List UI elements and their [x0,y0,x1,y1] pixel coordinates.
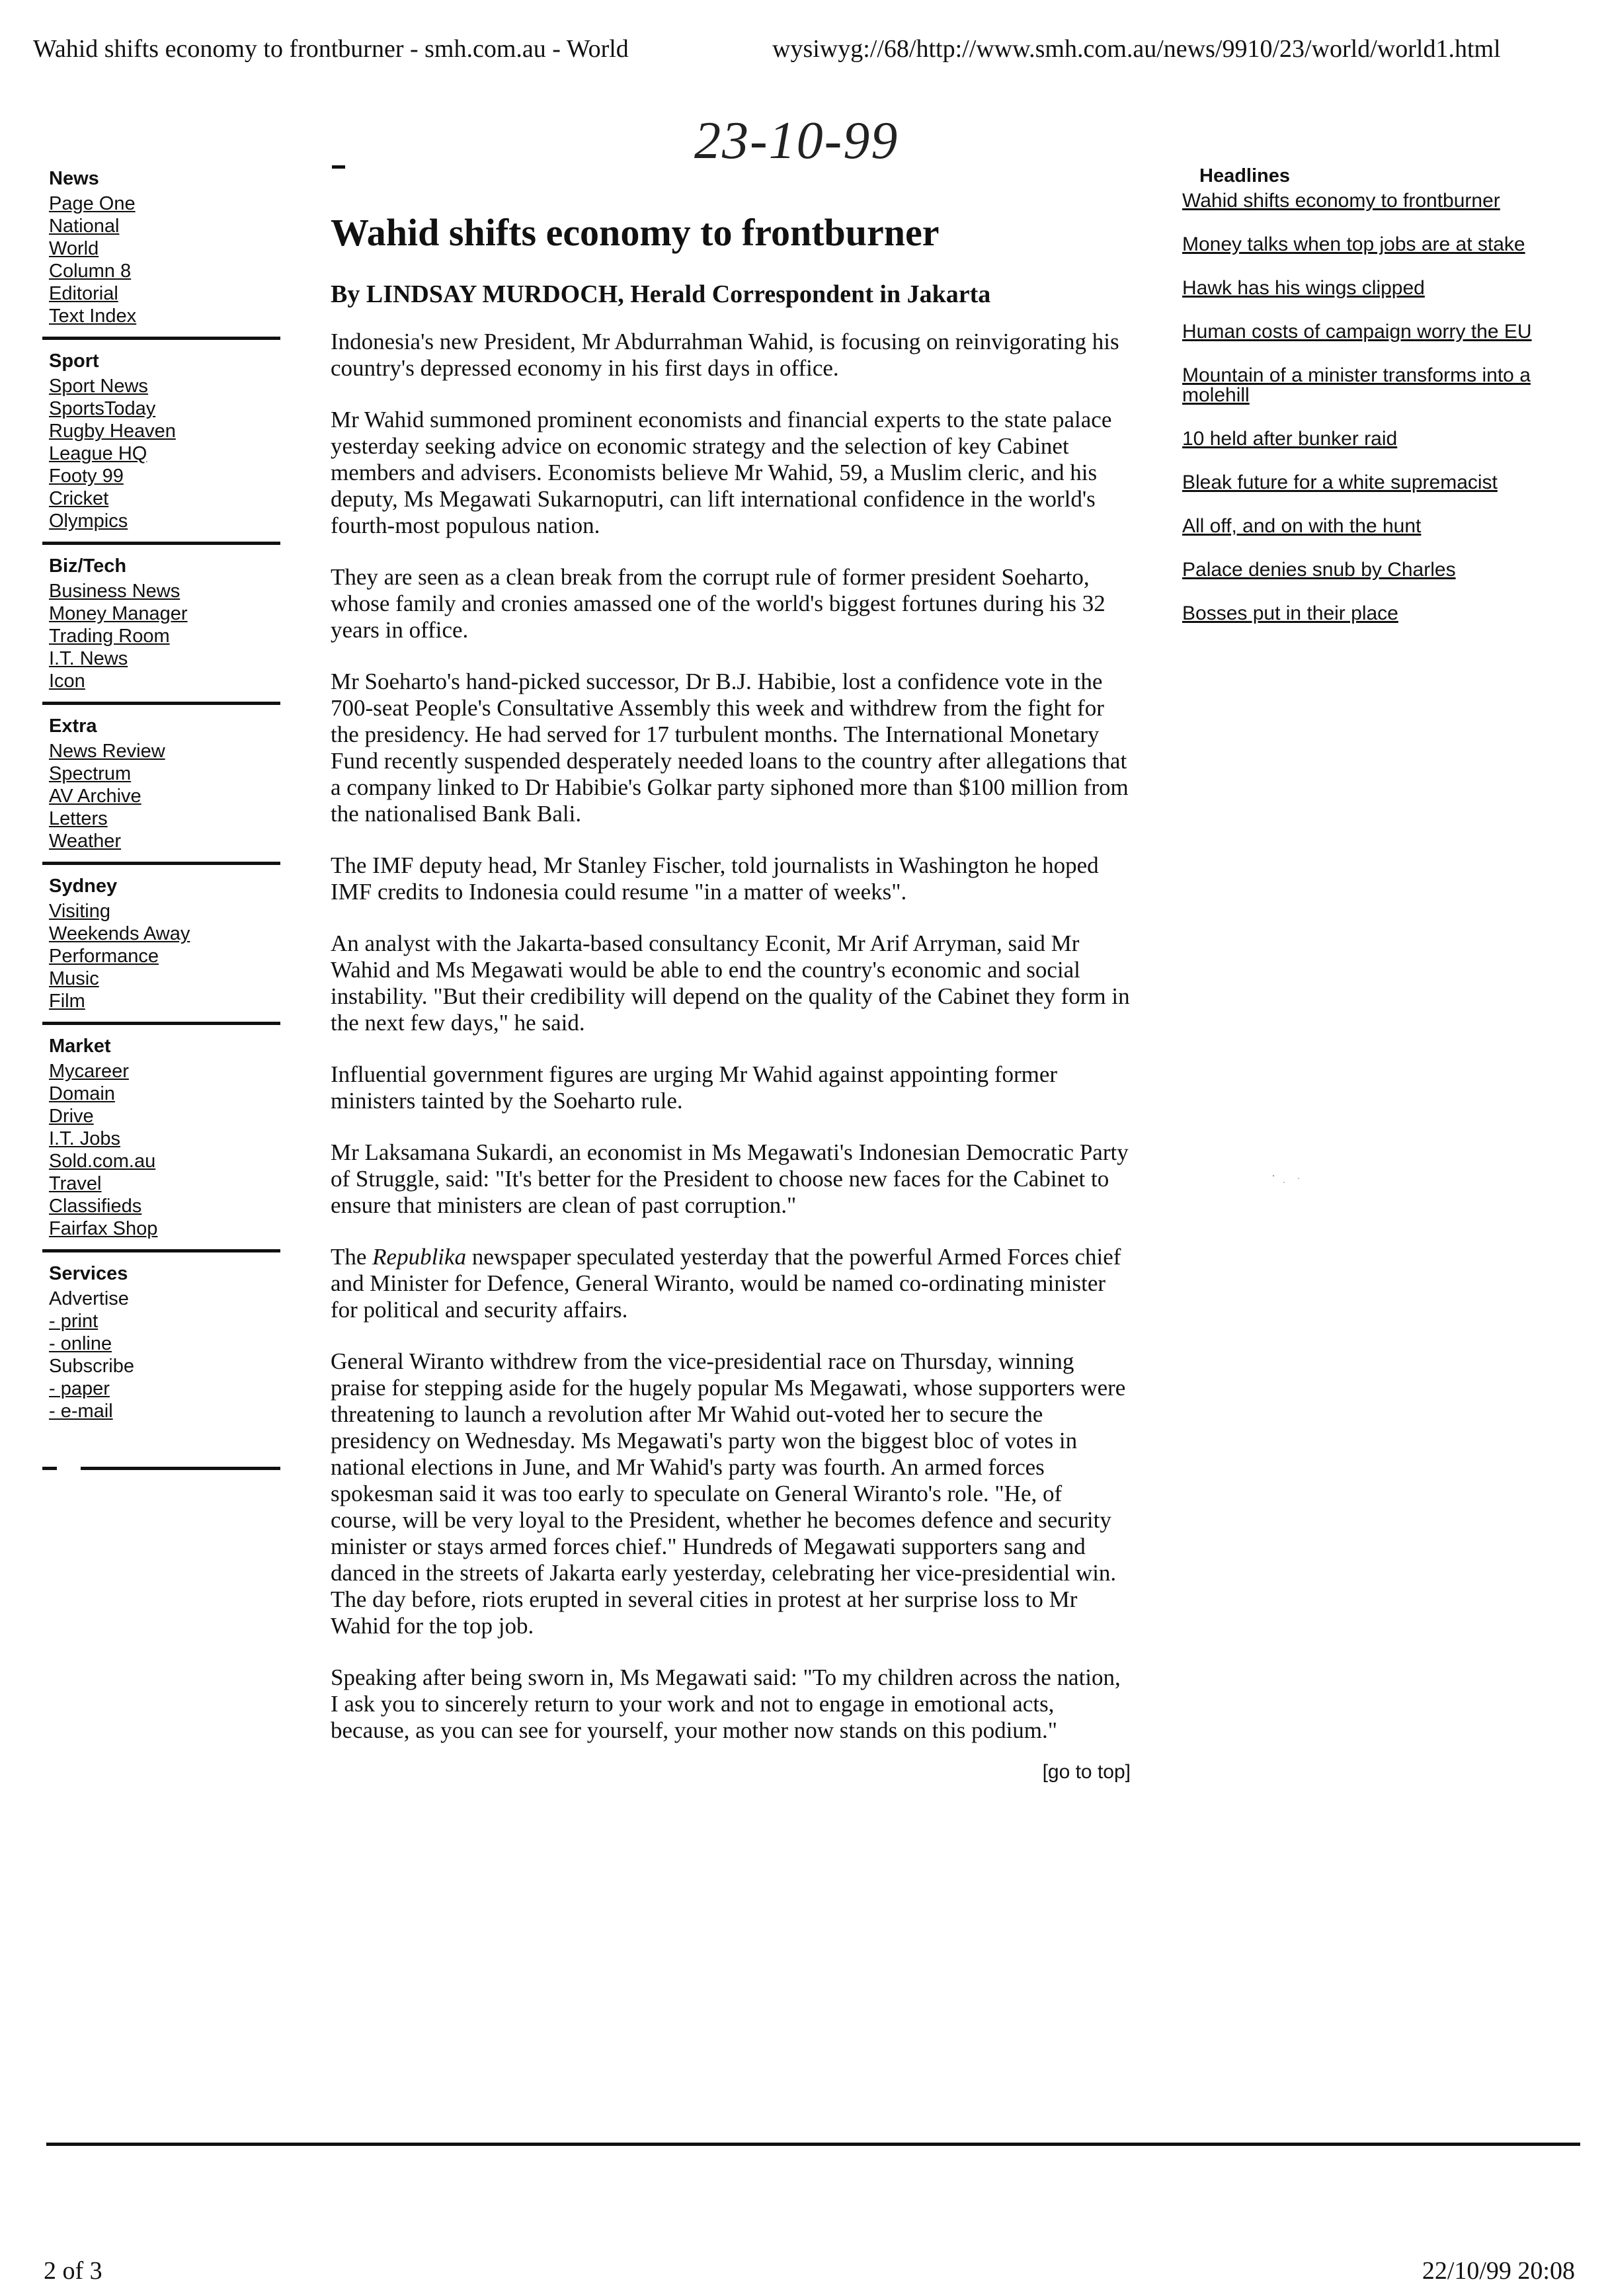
article-paragraph: An analyst with the Jakarta-based consultancy Econit, Mr Arif Arryman, said Mr Wahid and Ms Megawati would be able to end the country's economic and social instability. "But their credibility will depend on the quality of the Cabinet they form in the next few days," he said. [331,930,1130,1036]
scan-speck [1283,1182,1285,1183]
republika-title: Republika [372,1244,467,1270]
nav-link-fairfax-shop[interactable]: Fairfax Shop [49,1218,158,1239]
republika-pre: The [331,1244,373,1270]
scan-specks [1269,1170,1309,1190]
nav-link-weekends-away[interactable]: Weekends Away [49,923,190,944]
go-to-top-link[interactable]: [go to top] [1042,1761,1131,1783]
nav-link-national[interactable]: National [49,216,120,237]
nav-link-domain[interactable]: Domain [49,1083,115,1104]
article-title: Wahid shifts economy to frontburner [331,211,940,254]
article-paragraph-republika [331,1244,1131,1323]
headline-link[interactable]: All off, and on with the hunt [1182,515,1422,537]
nav-section-news [42,168,280,340]
article-paragraph: The IMF deputy head, Mr Stanley Fischer, told journalists in Washington he hoped IMF credits to Indonesia could resume "in a matter of weeks". [331,852,1099,905]
nav-heading: Extra [49,716,97,737]
article-paragraph: They are seen as a clean break from the corrupt rule of former president Soeharto, whose family and cronies amassed one of the world's biggest fortunes during his 32 years in office. [331,564,1106,643]
nav-link-footy-99[interactable]: Footy 99 [49,466,124,487]
handwritten-date: 23-10-99 [694,112,899,170]
headlines-heading: Headlines [1199,165,1290,186]
nav-link-cricket[interactable]: Cricket [49,488,109,509]
headline-link[interactable]: Bleak future for a white supremacist [1182,472,1498,493]
sidebar-nav [42,164,280,1422]
article-paragraph: Mr Wahid summoned prominent economists and financial experts to the state palace yesterday seeking advice on economic strategy and the selection of key Cabinet members and advisers. Economists believe Mr Wahid, 59, a Muslim cleric, and his deputy, Ms Megawati Sukarnoputri, can lift international confidence in the world's fourth-most populous nation. [331,407,1112,538]
nav-label-advertise: Advertise [49,1288,129,1309]
article-paragraph: Mr Soeharto's hand-picked successor, Dr B.J. Habibie, lost a confidence vote in the 700-seat People's Consultative Assembly this week and withdrew from the fight for the presidency. He had served for 17 turbulent months. The International Monetary Fund recently suspended desperately needed loans to the country after allegations that a company linked to Dr Habibie's Golkar party siphoned more than $100 million from the nationalised Bank Bali. [331,669,1129,827]
headline-link[interactable]: Mountain of a minister transforms into a molehill [1182,364,1531,406]
print-footer-datetime: 22/10/99 20:08 [1422,2257,1575,2285]
headline-link[interactable]: Wahid shifts economy to frontburner [1182,190,1500,212]
nav-link-weather[interactable]: Weather [49,831,122,852]
headlines-panel [1182,165,1592,647]
nav-section-biztech [42,555,280,705]
nav-section-sydney [42,876,280,1025]
nav-link-email[interactable]: - e-mail [49,1401,113,1422]
nav-link-print[interactable]: - print [49,1311,99,1332]
nav-link-it-jobs[interactable]: I.T. Jobs [49,1128,120,1149]
nav-section-services [42,1263,280,1422]
nav-link-league-hq[interactable]: League HQ [49,443,147,464]
nav-heading: Sport [49,350,99,372]
nav-link-rugby-heaven[interactable]: Rugby Heaven [49,421,176,442]
print-header-title: Wahid shifts economy to frontburner - smh.com.au - World [33,35,629,63]
nav-section-extra [42,716,280,865]
article-paragraph: General Wiranto withdrew from the vice-presidential race on Thursday, winning praise for stepping aside for the hugely popular Ms Megawati, whose supporters were threatening to launch a revolution after Mr Wahid out-voted her to secure the presidency on Wednesday. Ms Megawati's party won the biggest bloc of votes in national elections in June, and Mr Wahid's party was fourth. An armed forces spokesman said it was too early to speculate on General Wiranto's role. "He, of course, will be very loyal to the President, whether he becomes defence and security minister or stays armed forces chief." Hundreds of Megawati supporters sang and danced in the streets of Jakarta early yesterday, celebrating her vice-presidential win. The day before, riots erupted in several cities in protest at her surprise loss to Mr Wahid for the top job. [331,1348,1126,1639]
nav-link-editorial[interactable]: Editorial [49,283,118,304]
nav-heading: News [49,168,99,189]
nav-link-spectrum[interactable]: Spectrum [49,763,132,784]
nav-label-subscribe: Subscribe [49,1356,134,1377]
nav-link-trading-room[interactable]: Trading Room [49,626,170,647]
nav-section-market [42,1036,280,1252]
nav-link-classifieds[interactable]: Classifieds [49,1196,142,1217]
nav-heading: Services [49,1263,128,1284]
nav-link-news-review[interactable]: News Review [49,741,165,762]
scan-speck [1273,1175,1274,1176]
article-paragraph: Speaking after being sworn in, Ms Megawati said: "To my children across the nation, I ask you to sincerely return to your work and not to engage in emotional acts, because, as you can see for yourself, your mother now stands on this podium." [331,1664,1121,1743]
nav-section-sport [42,350,280,545]
article-paragraph: Mr Laksamana Sukardi, an economist in Ms Megawati's Indonesian Democratic Party of Struggle, said: "It's better for the President to choose new faces for the Cabinet to ensure that ministers are clean of past corruption." [331,1139,1129,1218]
nav-link-online[interactable]: - online [49,1333,112,1354]
nav-link-column-8[interactable]: Column 8 [49,261,132,282]
nav-link-text-index[interactable]: Text Index [49,306,137,327]
nav-link-icon[interactable]: Icon [49,671,85,692]
nav-link-letters[interactable]: Letters [49,808,108,829]
nav-link-visiting[interactable]: Visiting [49,901,110,922]
nav-link-performance[interactable]: Performance [49,946,159,967]
headline-link[interactable]: Money talks when top jobs are at stake [1182,233,1525,255]
headline-link[interactable]: Hawk has his wings clipped [1182,277,1425,299]
article [331,210,1131,1784]
nav-link-sport-news[interactable]: Sport News [49,376,148,397]
headline-link[interactable]: Human costs of campaign worry the EU [1182,321,1532,343]
nav-link-drive[interactable]: Drive [49,1106,94,1127]
article-paragraph: Influential government figures are urging Mr Wahid against appointing former ministers tainted by the Soeharto rule. [331,1061,1058,1114]
headline-link[interactable]: 10 held after bunker raid [1182,428,1398,450]
nav-tail-line [81,1467,280,1470]
nav-link-it-news[interactable]: I.T. News [49,648,128,669]
nav-link-business-news[interactable]: Business News [49,581,181,602]
print-header-url: wysiwyg://68/http://www.smh.com.au/news/9910/23/world/world1.html [772,35,1501,63]
nav-heading: Sydney [49,876,118,897]
nav-heading: Biz/Tech [49,555,127,577]
nav-heading: Market [49,1036,111,1057]
republika-post: newspaper speculated yesterday that the powerful Armed Forces chief and Minister for Defence, General Wiranto, would be named co-ordinating minister for political and security affairs. [331,1244,1121,1323]
print-footer-page: 2 of 3 [44,2257,102,2285]
article-paragraph: Indonesia's new President, Mr Abdurrahman Wahid, is focusing on reinvigorating his country's depressed economy in his first days in office. [331,329,1119,381]
nav-link-av-archive[interactable]: AV Archive [49,786,141,807]
nav-link-world[interactable]: World [49,238,99,259]
scan-speck [1298,1178,1299,1179]
nav-link-olympics[interactable]: Olympics [49,511,128,532]
nav-link-paper[interactable]: - paper [49,1378,110,1399]
nav-link-mycareer[interactable]: Mycareer [49,1061,129,1082]
headline-link[interactable]: Bosses put in their place [1182,602,1398,624]
nav-link-travel[interactable]: Travel [49,1173,102,1194]
article-byline: By LINDSAY MURDOCH, Herald Correspondent in Jakarta [331,280,991,308]
article-top-dash [332,165,345,169]
nav-link-film[interactable]: Film [49,991,85,1012]
nav-link-sportstoday[interactable]: SportsToday [49,398,156,419]
footer-rule [46,2143,1580,2146]
nav-tail-dash [42,1467,57,1470]
nav-link-music[interactable]: Music [49,968,99,989]
nav-link-money-manager[interactable]: Money Manager [49,603,188,624]
nav-link-sold-com-au[interactable]: Sold.com.au [49,1151,156,1172]
nav-link-page-one[interactable]: Page One [49,193,136,214]
nav-bottom-rule [42,1467,280,1476]
headline-link[interactable]: Palace denies snub by Charles [1182,559,1456,581]
